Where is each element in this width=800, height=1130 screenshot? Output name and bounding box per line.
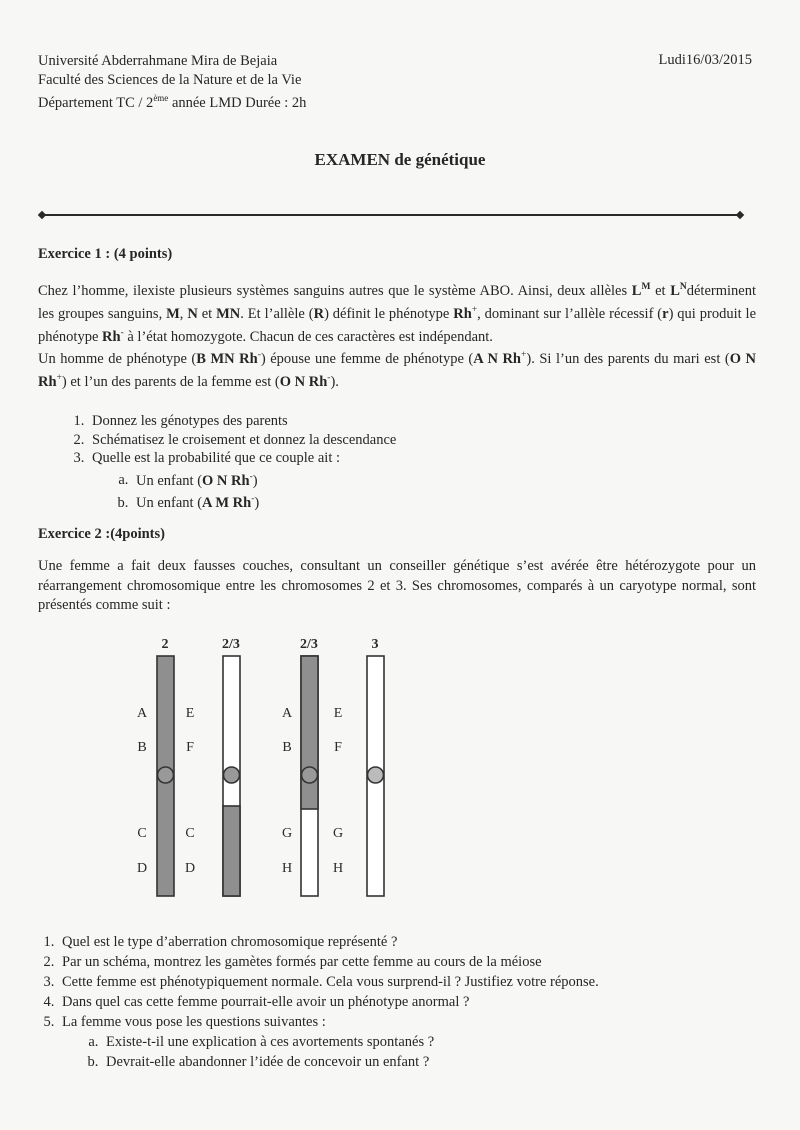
department-line: Département TC / 2ème année LMD Durée : 2h xyxy=(38,93,307,111)
exercise2-title: Exercice 2 :(4points) xyxy=(38,526,165,542)
gene-label: H xyxy=(281,861,293,876)
question-item: 2. Schématisez le croisement et donnez la descendance xyxy=(88,431,396,450)
title-divider xyxy=(42,214,740,216)
exercise2-statement: Une femme a fait deux fausses couches, consultant un conseiller génétique s’est avérée être hétérozygote pour un réarrangement chromosomique entre les chromosomes 2 et 3. Ses chromosomes, comparés à un caryotype normal, sont présentés comme suit : xyxy=(38,558,756,613)
question-item: 3. Quelle est la probabilité que ce couple ait : a. Un enfant (O N Rh-) b. Un enfant (A M Rh-) xyxy=(88,449,396,512)
subquestion-item: a. Existe-t-il une explication à ces avortements spontanés ? xyxy=(102,1032,599,1052)
gene-label: D xyxy=(184,861,196,876)
gene-label: G xyxy=(281,826,293,841)
exercise2-questions xyxy=(38,932,599,1072)
gene-label: F xyxy=(334,740,342,755)
gene-label: C xyxy=(137,826,147,841)
gene-label: F xyxy=(186,740,194,755)
question-item: 5. La femme vous pose les questions suivantes : a. Existe-t-il une explication à ces avortements spontanés ? b. Devrait-elle abandonner l’idée de concevoir un enfant ? xyxy=(58,1012,599,1072)
chromosome-2-3b-label: 2/3 xyxy=(300,637,318,652)
gene-label: E xyxy=(185,706,195,721)
question-item: 1. Quel est le type d’aberration chromosomique représenté ? xyxy=(58,932,599,952)
faculty-name: Faculté des Sciences de la Nature et de la Vie xyxy=(38,71,302,88)
gene-label: E xyxy=(333,706,343,721)
chromosome-diagram xyxy=(120,632,420,912)
chromosome-2-3b xyxy=(301,656,318,896)
gene-label: G xyxy=(332,826,344,841)
subquestion-item: b. Devrait-elle abandonner l’idée de concevoir un enfant ? xyxy=(102,1052,599,1072)
gene-label: H xyxy=(332,861,344,876)
university-name: Université Abderrahmane Mira de Bejaia xyxy=(38,53,278,69)
chromosome-2-3a-label: 2/3 xyxy=(222,637,240,652)
question-item: 4. Dans quel cas cette femme pourrait-elle avoir un phénotype anormal ? xyxy=(58,992,599,1012)
exam-date: Ludi16/03/2015 xyxy=(658,52,752,68)
exercise1-statement: Chez l’homme, ilexiste plusieurs systèmes sanguins autres que le système ABO. Ainsi, deux allèles $L^M$ et $L^Ndéterminent$ les groupes sanguins, M, N et MN. Et l’allèle (R) définit le phénotype Rh+, dominant sur l’allèle récessif (r) qui produit le phénotype Rh- à l’état homozygote. Chacun de ces caractères est indépendant. Un homme de phénotype (B MN Rh-) épouse une femme de phénotype (A N Rh+). Si l’un des parents du mari est (O N Rh+) et l’un des parents de la femme est (O N Rh-). xyxy=(38,282,756,391)
question-item: 3. Cette femme est phénotypiquement normale. Cela vous surprend-il ? Justifiez votre réponse. xyxy=(58,972,599,992)
chromosome-3 xyxy=(367,656,384,896)
gene-label: C xyxy=(185,826,195,841)
exercise1-questions xyxy=(46,412,396,512)
subquestion-item: b. Un enfant (A M Rh-) xyxy=(132,490,396,512)
chromosome-2-3a xyxy=(223,656,240,896)
exercise1-title: Exercice 1 : (4 points) xyxy=(38,246,173,262)
chromosome-3-label: 3 xyxy=(371,637,379,652)
question-item: 2. Par un schéma, montrez les gamètes formés par cette femme au cours de la méiose xyxy=(58,952,599,972)
chromosome-2 xyxy=(157,656,174,896)
exercise1-subquestions xyxy=(92,468,396,513)
gene-label: A xyxy=(136,706,148,721)
gene-label: D xyxy=(136,861,148,876)
page-title: EXAMEN de génétique xyxy=(314,150,486,169)
institution-header xyxy=(38,52,306,112)
gene-label: A xyxy=(281,706,293,721)
chromosome-2-label: 2 xyxy=(161,637,169,652)
gene-label: B xyxy=(137,740,147,755)
exercise2-subquestions xyxy=(62,1032,599,1072)
question-item: 1. Donnez les génotypes des parents xyxy=(88,412,396,431)
subquestion-item: a. Un enfant (O N Rh-) xyxy=(132,468,396,490)
gene-label: B xyxy=(282,740,292,755)
